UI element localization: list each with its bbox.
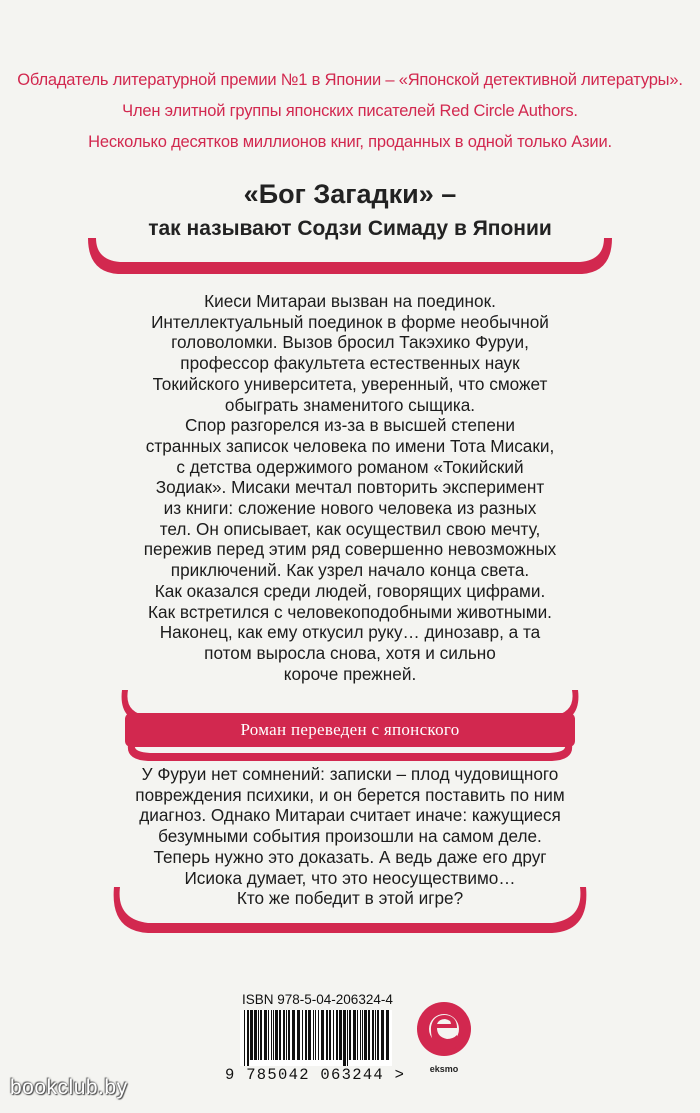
barcode-bar: [357, 1010, 358, 1060]
barcode-bar: [336, 1010, 338, 1060]
description-line: тел. Он описывает, как осуществил свою мечту,: [159, 518, 541, 539]
barcode-bar: [315, 1010, 316, 1060]
description-line: головоломки. Вызов бросил Такэхико Фуруи,: [171, 332, 529, 353]
barcode-bar: [268, 1010, 269, 1060]
conclusion-frame-top: [128, 745, 572, 761]
barcode-bar: [372, 1010, 374, 1060]
barcode-bar: [308, 1010, 311, 1060]
description-line: короче прежней.: [283, 663, 417, 684]
barcode-number: 9 785042 063244 >: [225, 1066, 406, 1084]
barcode-bar: [244, 1010, 245, 1066]
description-line: пережив перед этим ряд совершенно невозможных: [143, 539, 557, 560]
description-line: Интеллектуальный поединок в форме необычной: [151, 311, 549, 332]
barcode-bar: [333, 1010, 334, 1060]
description-line: Как оказался среди людей, говорящих цифрами.: [154, 580, 546, 601]
barcode-bar: [271, 1010, 272, 1060]
isbn-label: ISBN 978-5-04-206324-4: [242, 992, 393, 1007]
barcode-bar: [377, 1010, 379, 1060]
barcode-bar: [279, 1010, 281, 1060]
barcode-bar: [364, 1010, 367, 1060]
barcode-bar: [292, 1010, 295, 1060]
barcode-bar: [360, 1010, 361, 1060]
barcode-bar: [343, 1010, 346, 1066]
barcode-bar: [368, 1010, 370, 1060]
barcode-bar: [247, 1010, 249, 1066]
publisher-name: eksmo: [429, 1064, 459, 1074]
barcode-bar: [347, 1010, 348, 1066]
description-line: странных записок человека по имени Тота Мисаки,: [145, 435, 555, 456]
conclusion-line: Исиока думает, что это неосуществимо…: [184, 867, 516, 888]
translation-band: Роман переведен с японского: [125, 713, 575, 747]
description-line: приключений. Как узрел начало конца света.: [170, 560, 530, 581]
description-line: профессор факультета естественных наук: [180, 353, 520, 374]
barcode-bar: [264, 1010, 267, 1060]
barcode-bar: [254, 1010, 257, 1060]
barcode-bar: [305, 1010, 307, 1060]
description-line: обыграть знаменитого сыщика.: [224, 394, 476, 415]
barcode-bar: [339, 1010, 342, 1060]
barcode: [240, 1010, 392, 1066]
headline-title: «Бог Загадки» –: [243, 179, 457, 209]
description-line: Наконец, как ему откусил руку… динозавр, а та: [159, 622, 541, 643]
headline-bracket: [88, 238, 612, 274]
description-line: Зодиак». Мисаки мечтал повторить эксперимент: [155, 477, 545, 498]
barcode-bar: [318, 1010, 319, 1060]
barcode-bar: [313, 1010, 314, 1060]
conclusion-line: Теперь нужно это доказать. А ведь даже его друг: [153, 846, 547, 867]
barcode-bar: [297, 1010, 300, 1060]
barcode-bar: [273, 1010, 274, 1060]
description-line: потом выросла снова, хотя и сильно: [204, 642, 496, 663]
conclusion-line: диагноз. Однако Митараи считает иначе: кажущиеся: [139, 805, 561, 826]
description-line: Токийского университета, уверенный, что сможет: [152, 373, 548, 394]
barcode-bar: [362, 1010, 363, 1060]
conclusion-line: Кто же победит в этой игре?: [236, 888, 464, 909]
barcode-bar: [386, 1010, 389, 1060]
barcode-bar: [349, 1010, 351, 1060]
barcode-bar: [329, 1010, 331, 1060]
barcode-bar: [286, 1010, 287, 1060]
promo-line-award: Обладатель литературной премии №1 в Японии – «Японской детективной литературы».: [17, 71, 683, 89]
conclusion-text: [80, 764, 620, 909]
description-line: Киеси Митараи вызван на поединок.: [204, 291, 496, 311]
barcode-bars: [240, 1010, 392, 1066]
description-line: с детства одержимого романом «Токийский: [176, 456, 524, 477]
description-line: из книги: сложение нового человека из разных: [163, 498, 537, 519]
barcode-bar: [381, 1010, 384, 1060]
barcode-bar: [250, 1010, 253, 1060]
description-line: Спор разгорелся из-за в высшей степени: [184, 415, 516, 436]
barcode-bar: [275, 1010, 278, 1060]
description-text: [80, 291, 620, 684]
eksmo-logo-icon: [415, 995, 473, 1075]
barcode-bar: [353, 1010, 356, 1060]
conclusion-line: У Фуруи нет сомнений: записки – плод чудовищного: [141, 764, 559, 784]
barcode-bar: [375, 1010, 376, 1060]
description-line: Как встретился с человекоподобными животными.: [148, 601, 552, 622]
conclusion-line: безумными события произошли на самом деле.: [158, 826, 542, 847]
barcode-bar: [302, 1010, 303, 1060]
headline-subtitle: так называют Содзи Симаду в Японии: [148, 217, 552, 240]
barcode-bar: [258, 1010, 259, 1060]
barcode-bar: [326, 1010, 328, 1060]
barcode-bar: [283, 1010, 285, 1060]
barcode-bar: [288, 1010, 290, 1060]
promo-line-group: Член элитной группы японских писателей Red Circle Authors.: [122, 102, 578, 120]
conclusion-line: повреждения психики, и он берется поставить по ним: [135, 784, 565, 805]
barcode-bar: [321, 1010, 324, 1060]
promo-line-sales: Несколько десятков миллионов книг, проданных в одной только Азии.: [88, 133, 612, 151]
barcode-bar: [260, 1010, 262, 1060]
watermark: bookclub.by: [10, 1076, 128, 1099]
